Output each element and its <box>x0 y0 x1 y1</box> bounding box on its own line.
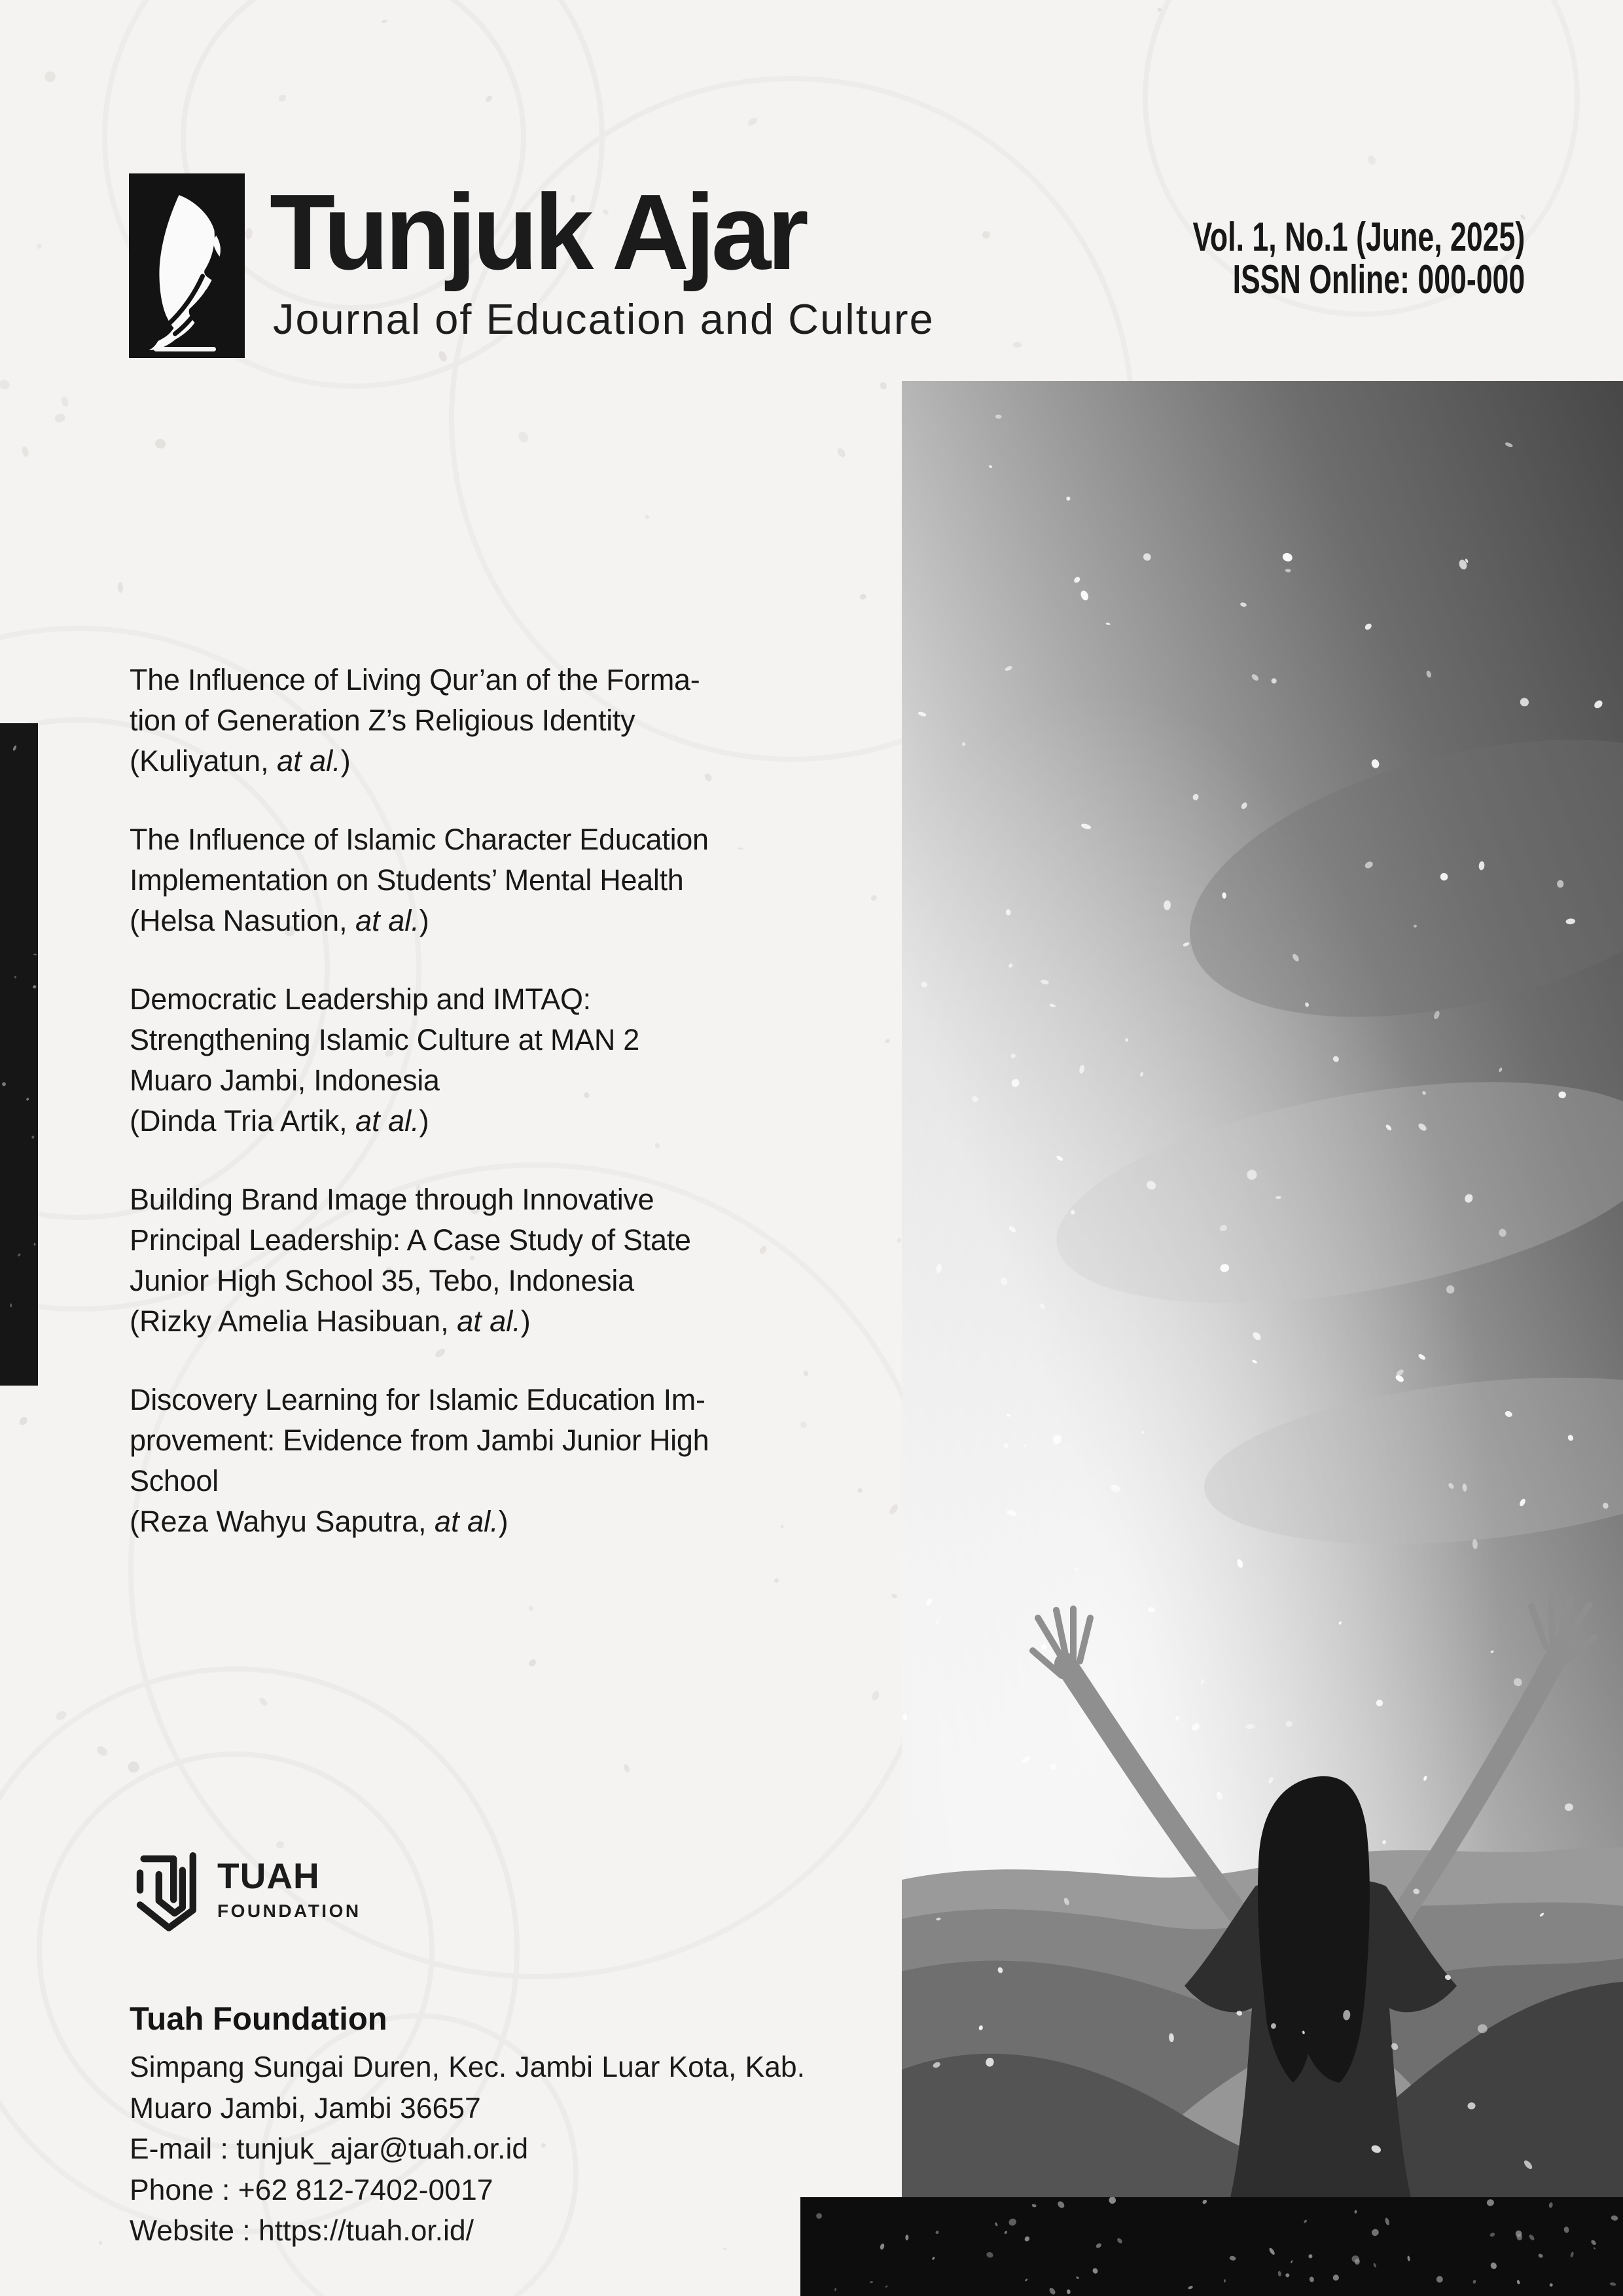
article-entry <box>130 819 882 941</box>
left-accent-bar <box>0 723 38 1386</box>
article-entry <box>130 660 882 781</box>
issn-line: ISSN Online: 000-000 <box>1232 257 1525 302</box>
article-entry <box>130 1380 882 1542</box>
publisher-logo-title: TUAH <box>217 1856 320 1896</box>
article-title: Democratic Leadership and IMTAQ: Strengthening Islamic Culture at MAN 2 Muaro Jambi, Indonesia <box>130 982 639 1097</box>
journal-subtitle: Journal of Education and Culture <box>273 295 935 343</box>
publisher-website: Website : https://tuah.or.id/ <box>130 2215 474 2247</box>
publisher-logo-subtitle: FOUNDATION <box>217 1901 361 1921</box>
bottom-accent-bar <box>800 2197 1623 2296</box>
journal-logo <box>129 173 245 358</box>
article-title: Building Brand Image through Innovative Principal Leadership: A Case Study of State Junior High School 35, Tebo, Indonesia <box>130 1183 691 1297</box>
article-authors: (Kuliyatun, at al.) <box>130 744 351 778</box>
publisher-name: Tuah Foundation <box>130 2001 387 2037</box>
article-entry <box>130 1179 882 1342</box>
hair <box>1258 1776 1370 2083</box>
quill-icon <box>129 173 245 358</box>
publisher-contact-block <box>130 2001 805 2252</box>
issue-info <box>1192 216 1525 301</box>
article-list <box>130 660 882 1580</box>
article-authors: (Rizky Amelia Hasibuan, at al.) <box>130 1304 531 1338</box>
article-authors: (Dinda Tria Artik, at al.) <box>130 1104 429 1138</box>
volume-line: Vol. 1, No.1 (June, 2025) <box>1192 215 1525 260</box>
article-authors: (Helsa Nasution, at al.) <box>130 904 429 937</box>
article-authors: (Reza Wahyu Saputra, at al.) <box>130 1505 508 1538</box>
cover-photo <box>902 381 1623 2197</box>
article-title: Discovery Learning for Islamic Education Im- provement: Evidence from Jambi Junior High School <box>130 1383 709 1498</box>
publisher-address-line2: Muaro Jambi, Jambi 36657 <box>130 2092 481 2125</box>
journal-title: Tunjuk Ajar <box>270 172 805 292</box>
logo-underline <box>154 347 216 351</box>
tuah-shield-icon <box>130 1844 203 1944</box>
article-title: The Influence of Islamic Character Education Implementation on Students’ Mental Health <box>130 823 709 897</box>
publisher-address-line1: Simpang Sungai Duren, Kec. Jambi Luar Kota, Kab. <box>130 2051 805 2083</box>
publisher-phone: Phone : +62 812-7402-0017 <box>130 2174 493 2206</box>
article-title: The Influence of Living Qur’an of the Forma- tion of Generation Z’s Religious Identity <box>130 663 700 737</box>
publisher-email: E-mail : tunjuk_ajar@tuah.or.id <box>130 2133 529 2165</box>
article-entry <box>130 979 882 1141</box>
